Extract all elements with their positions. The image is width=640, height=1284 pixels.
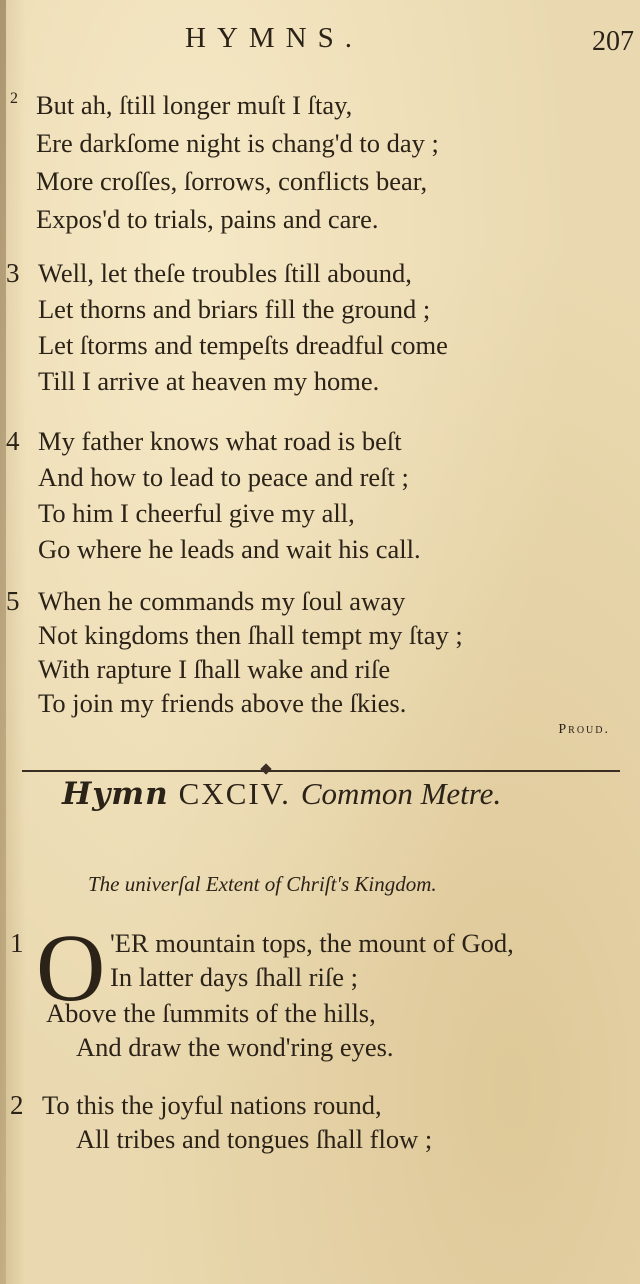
verse-line: When he commands my ſoul away (38, 586, 406, 616)
verse-line: Ere darkſome night is chang'd to day ; (36, 128, 439, 158)
page-edge-shadow (0, 0, 6, 1284)
verse-line: To him I cheerful give my all, (38, 498, 355, 528)
verse-line: 'ER mountain tops, the mount of God, (110, 928, 514, 958)
stanza-number: 4 (6, 426, 20, 456)
stanza-number: 3 (6, 258, 20, 288)
verse-line: All tribes and tongues ſhall flow ; (76, 1124, 433, 1154)
verse-line: In latter days ſhall riſe ; (110, 962, 358, 992)
drop-cap: O (36, 914, 106, 1021)
hymn-subtitle: The univerſal Extent of Chriſt's Kingdom. (88, 872, 437, 896)
verse-line: Above the ſummits of the hills, (46, 998, 376, 1028)
page-number: 207 (592, 26, 634, 57)
verse-line: Till I arrive at heaven my home. (38, 366, 380, 396)
stanza-number: 2 (10, 90, 18, 107)
hymn-heading (62, 776, 501, 812)
divider-ornament (260, 763, 271, 774)
verse-line: But ah, ſtill longer muſt I ſtay, (36, 90, 353, 120)
verse-line: More croſſes, ſorrows, conflicts bear, (36, 166, 428, 196)
stanza-number: 2 (10, 1090, 24, 1120)
verse-line: And how to lead to peace and reſt ; (38, 462, 409, 492)
verse-line: To join my friends above the ſkies. (38, 688, 407, 718)
verse-line: Expos'd to trials, pains and care. (36, 204, 379, 234)
verse-line: Let ſtorms and tempeſts dreadful come (38, 330, 448, 360)
verse-line: With rapture I ſhall wake and riſe (38, 654, 391, 684)
verse-line: And draw the wond'ring eyes. (76, 1032, 394, 1062)
verse-line: Well, let theſe troubles ſtill abound, (38, 258, 412, 288)
stanza-number: 1 (10, 928, 24, 958)
running-title: HYMNS. (185, 22, 363, 54)
verse-line: Go where he leads and wait his call. (38, 534, 421, 564)
running-head (0, 22, 640, 62)
verse-line: Let thorns and briars fill the ground ; (38, 294, 431, 324)
verse-line: To this the joyful nations round, (42, 1090, 382, 1120)
hymn-numeral: CXCIV. (178, 776, 291, 811)
section-divider-rule (22, 770, 620, 772)
author-attribution: Proud. (558, 722, 610, 737)
stanza-number: 5 (6, 586, 20, 616)
verse-line: Not kingdoms then ſhall tempt my ſtay ; (38, 620, 463, 650)
hymn-label: Hymn (62, 776, 169, 812)
hymn-metre: Common Metre. (300, 776, 502, 811)
verse-line: My father knows what road is beſt (38, 426, 402, 456)
